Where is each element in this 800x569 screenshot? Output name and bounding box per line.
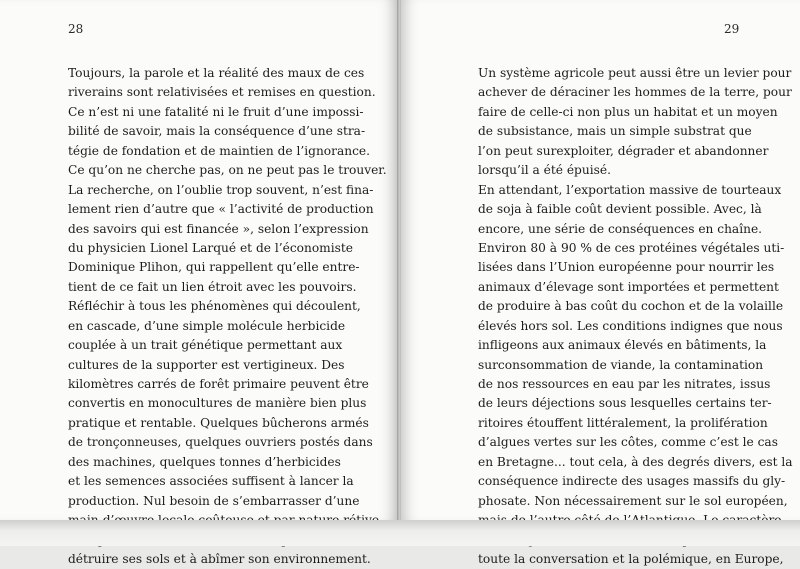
text-line: des machines, quelques tonnes d’herbicides	[68, 454, 341, 469]
text-line: Ce qu’on ne cherche pas, on ne peut pas le trouver.	[68, 163, 387, 178]
text-line: animaux d’élevage sont importées et permettent	[478, 279, 779, 294]
page-number-left: 28	[68, 22, 84, 36]
text-line: d’algues vertes sur les côtes, comme c’est le cas	[478, 435, 778, 450]
page-number-right: 29	[724, 22, 740, 36]
text-line: kilomètres carrés de forêt primaire peuvent être	[68, 377, 369, 391]
text-line: surconsommation de viande, la contamination	[478, 357, 764, 372]
text-line: en Bretagne... tout cela, à des degrés divers, est la	[478, 454, 793, 469]
text-line: ritoires étouffent littéralement, la prolifération	[478, 415, 768, 430]
right-page	[401, 0, 800, 566]
left-page-text	[68, 64, 387, 569]
text-line: lisées dans l’Union européenne pour nourrir les	[478, 260, 775, 275]
text-line: de subsistance, mais un simple substrat que	[478, 124, 752, 139]
text-line: En attendant, l’exportation massive de tourteaux	[478, 182, 782, 197]
text-line: Dominique Plihon, qui rappellent qu’elle entre-	[68, 260, 360, 275]
left-page	[0, 0, 398, 566]
text-line: Toujours, la parole et la réalité des maux de ces	[68, 66, 365, 80]
text-line: Réfléchir à tous les phénomènes qui découlent,	[68, 299, 361, 314]
text-line: La recherche, on l’oublie trop souvent, n’est fina-	[68, 182, 374, 197]
text-line: tégie de fondation et de maintien de l’ignorance.	[68, 143, 370, 158]
text-line: infligeons aux animaux élevés en bâtiments, la	[478, 338, 767, 353]
text-line: des savoirs qui est financée », selon l’expression	[68, 221, 369, 236]
text-line: bilité de savoir, mais la conséquence d’une stra-	[68, 124, 366, 139]
text-line: de tronçonneuses, quelques ouvriers postés dans	[68, 435, 373, 450]
text-line: production. Nul besoin de s’embarrasser d’une	[68, 493, 360, 508]
text-line: lement rien d’autre que « l’activité de production	[68, 202, 374, 217]
text-line: lorsqu’il a été épuisé.	[478, 163, 611, 178]
text-line: cultures de la supporter est vertigineux. Des	[68, 357, 345, 372]
text-line: du physicien Lionel Larqué et de l’économiste	[68, 240, 353, 255]
text-line: convertis en monocultures de manière bien plus	[68, 396, 367, 411]
text-line: de nos ressources en eau par les nitrates, issus	[478, 377, 771, 391]
text-line: de leurs déjections sous lesquelles certains ter-	[478, 396, 772, 411]
text-line: pratique et rentable. Quelques bûcherons armés	[68, 415, 369, 430]
text-line: couplée à un trait génétique permettant aux	[68, 338, 343, 353]
text-line: riverains sont relativisées et remises en question.	[68, 85, 376, 100]
text-line: et les semences associées suffisent à lancer la	[68, 474, 354, 489]
text-line: faire de celle-ci non plus un habitat et un moyen	[478, 104, 778, 119]
page-bottom-edge	[0, 520, 800, 546]
text-line: conséquence indirecte des usages massifs du gly-	[478, 474, 786, 489]
text-line: toute la conversation et la polémique, en Europe,	[478, 551, 784, 566]
text-line: élevés hors sol. Les conditions indignes que nous	[478, 318, 783, 333]
text-line: Environ 80 à 90 % de ces protéines végétales uti-	[478, 240, 785, 255]
text-line: de soja à faible coût devient possible. Avec, là	[478, 202, 762, 217]
text-line: achever de déraciner les hommes de la terre, pour	[478, 85, 792, 100]
text-line: Un système agricole peut aussi être un levier pour	[478, 66, 792, 80]
text-line: Ce n’est ni une fatalité ni le fruit d’une impossi-	[68, 104, 364, 119]
text-line: tient de ce fait un lien étroit avec les pouvoirs.	[68, 279, 357, 294]
text-line: phosate. Non nécessairement sur le sol européen,	[478, 493, 788, 508]
text-line: encore, une série de conséquences en chaîne.	[478, 221, 763, 236]
text-line: détruire ses sols et à abîmer son environnement.	[68, 551, 371, 566]
text-line: en cascade, d’une simple molécule herbicide	[68, 318, 346, 333]
text-line: de produire à bas coût du cochon et de la volaille	[478, 299, 784, 314]
text-line: l’on peut surexploiter, dégrader et abandonner	[478, 143, 769, 158]
right-page-text	[478, 64, 793, 569]
